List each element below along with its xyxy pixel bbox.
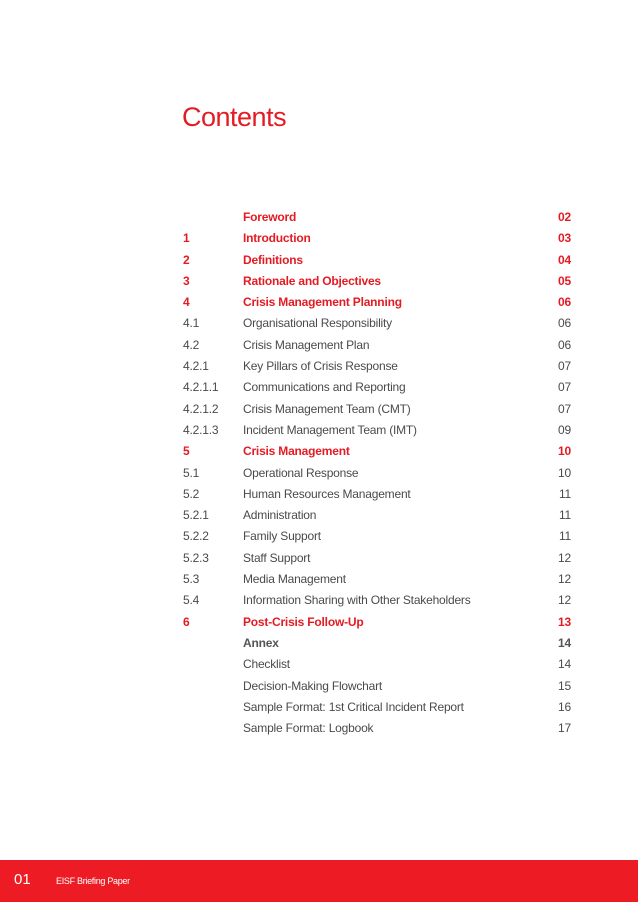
toc-entry-title: Definitions: [243, 252, 303, 267]
toc-entry[interactable]: [183, 569, 573, 590]
toc-entry-number: 5.2.3: [183, 550, 209, 565]
toc-entry-page: 07: [558, 401, 571, 416]
toc-entry-title: Sample Format: Logbook: [243, 721, 374, 736]
toc-entry-title: Foreword: [243, 210, 297, 224]
toc-entry-number: 6: [183, 614, 190, 629]
toc-entry-page: 12: [558, 593, 571, 608]
toc-entry-number: 3: [183, 273, 190, 288]
toc-entry-number: 5.4: [183, 593, 200, 608]
toc-entry[interactable]: [183, 335, 573, 356]
toc-entry-number: 4.2.1.3: [183, 422, 219, 437]
toc-entry-page: 04: [558, 252, 571, 267]
toc-entry-title: Annex: [243, 635, 279, 650]
toc-entry-title: Administration: [243, 508, 317, 523]
toc-entry-title: Crisis Management Plan: [243, 337, 370, 352]
toc-entry-page: 16: [558, 699, 571, 714]
toc-entry-title: Rationale and Objectives: [243, 273, 381, 288]
toc-entry-title: Introduction: [243, 231, 311, 246]
toc-entry-page: 09: [558, 422, 571, 437]
toc-entry[interactable]: [183, 356, 573, 377]
toc-entry-title: Key Pillars of Crisis Response: [243, 359, 398, 374]
toc-entry-title: Checklist: [243, 657, 290, 672]
toc-entry-page: 17: [558, 721, 571, 736]
toc-entry-page: 11: [558, 486, 571, 501]
toc-entry-page: 11: [558, 529, 571, 544]
toc-entry[interactable]: [183, 207, 573, 228]
footer-publication-title: EISF Briefing Paper: [56, 876, 130, 886]
toc-entry-number: 5: [183, 444, 190, 459]
toc-entry-number: 4.2.1.1: [183, 380, 219, 395]
toc-entry-title: Media Management: [243, 572, 346, 587]
toc-entry-page: 06: [558, 337, 571, 352]
toc-entry-number: 4.1: [183, 316, 200, 331]
toc-entry-title: Decision-Making Flowchart: [243, 678, 383, 693]
toc-entry[interactable]: [183, 399, 573, 420]
toc-entry-title: Post-Crisis Follow-Up: [243, 614, 364, 629]
toc-entry-number: 1: [183, 231, 190, 246]
toc-entry[interactable]: [183, 697, 573, 718]
toc-entry[interactable]: [183, 548, 573, 569]
toc-entry-title: Crisis Management Team (CMT): [243, 401, 411, 416]
toc-entry[interactable]: [183, 654, 573, 675]
toc-entry-page: 10: [558, 465, 571, 480]
toc-entry[interactable]: [183, 676, 573, 697]
toc-entry-title: Family Support: [243, 529, 321, 544]
toc-entry[interactable]: [183, 292, 573, 313]
toc-entry-number: 5.2.1: [183, 508, 209, 523]
toc-entry[interactable]: [183, 633, 573, 654]
table-of-contents: [183, 207, 573, 739]
toc-entry-title: Incident Management Team (IMT): [243, 422, 417, 437]
toc-entry-page: 12: [558, 550, 571, 565]
toc-entry[interactable]: [183, 590, 573, 611]
toc-entry-page: 14: [558, 657, 571, 672]
toc-entry[interactable]: [183, 612, 573, 633]
toc-entry-number: 5.3: [183, 572, 200, 587]
toc-entry-number: 5.2.2: [183, 529, 209, 544]
toc-entry[interactable]: [183, 377, 573, 398]
toc-entry-number: 2: [183, 252, 190, 267]
toc-entry-number: 4.2.1.2: [183, 401, 219, 416]
toc-entry-page: 11: [558, 508, 571, 523]
toc-entry[interactable]: [183, 484, 573, 505]
toc-entry[interactable]: [183, 441, 573, 462]
toc-entry-page: 07: [558, 359, 571, 374]
toc-entry-page: 06: [558, 295, 571, 310]
toc-entry-title: Human Resources Management: [243, 486, 411, 501]
toc-entry-page: 06: [558, 316, 571, 331]
toc-entry[interactable]: [183, 313, 573, 334]
toc-entry-page: 02: [558, 210, 571, 224]
toc-entry-title: Operational Response: [243, 465, 359, 480]
toc-entry[interactable]: [183, 250, 573, 271]
toc-entry-number: 4: [183, 295, 190, 310]
toc-entry-title: Staff Support: [243, 550, 311, 565]
toc-entry-page: 03: [558, 231, 571, 246]
toc-entry-page: 12: [558, 572, 571, 587]
toc-entry[interactable]: [183, 463, 573, 484]
toc-entry-page: 10: [558, 444, 571, 459]
toc-entry-title: Communications and Reporting: [243, 380, 406, 395]
toc-entry-title: Organisational Responsibility: [243, 316, 392, 331]
toc-entry-title: Crisis Management: [243, 444, 350, 459]
toc-entry[interactable]: [183, 228, 573, 249]
toc-entry-page: 14: [558, 635, 571, 650]
toc-entry[interactable]: [183, 271, 573, 292]
toc-entry-page: 13: [558, 614, 571, 629]
toc-entry[interactable]: [183, 420, 573, 441]
toc-entry-number: 5.1: [183, 465, 200, 480]
toc-entry-title: Information Sharing with Other Stakeholders: [243, 593, 471, 608]
toc-entry-page: 05: [558, 273, 571, 288]
toc-entry-title: Crisis Management Planning: [243, 295, 402, 310]
footer-page-number: 01: [14, 871, 31, 888]
toc-entry-number: 4.2.1: [183, 359, 209, 374]
page-title: Contents: [182, 102, 287, 132]
footer-band: [0, 860, 638, 902]
toc-entry-number: 4.2: [183, 337, 200, 352]
toc-entry[interactable]: [183, 718, 573, 739]
toc-entry-page: 07: [558, 380, 571, 395]
toc-entry[interactable]: [183, 526, 573, 547]
toc-entry[interactable]: [183, 505, 573, 526]
toc-entry-page: 15: [558, 678, 571, 693]
toc-entry-title: Sample Format: 1st Critical Incident Report: [243, 699, 464, 714]
toc-entry-number: 5.2: [183, 486, 200, 501]
